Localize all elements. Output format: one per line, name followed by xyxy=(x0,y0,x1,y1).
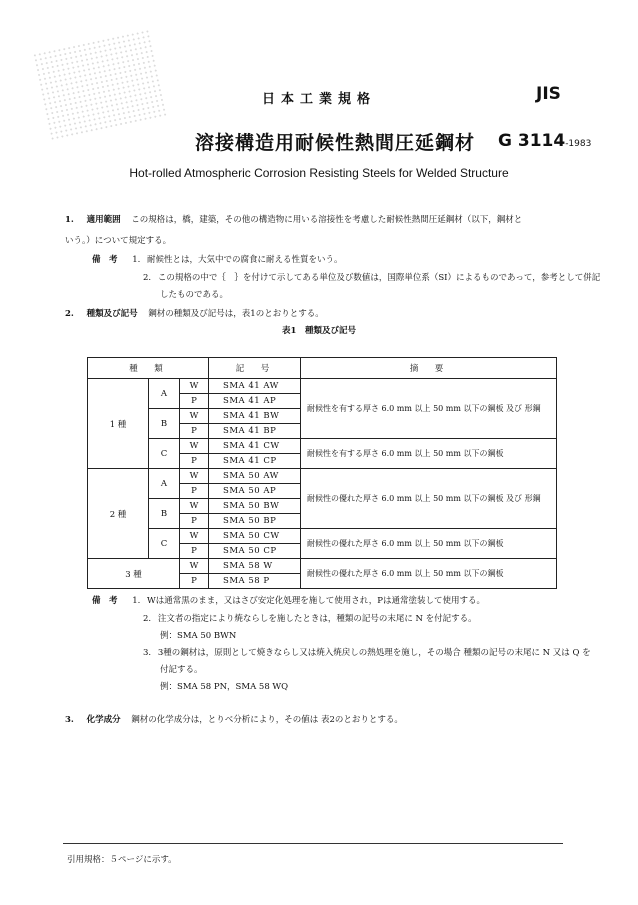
note2-number: 2. xyxy=(143,273,152,283)
finish-cell: P xyxy=(180,424,209,439)
symbol-cell: SMA 50 AP xyxy=(209,484,301,499)
table-note3-cont: 付記する。 xyxy=(160,665,203,675)
note1-number: 1. xyxy=(132,255,141,265)
symbol-cell: SMA 50 BP xyxy=(209,514,301,529)
section3-text: 鋼材の化学成分は，とりべ分析により，その値は 表2のとおりとする。 xyxy=(131,715,403,725)
finish-cell: W xyxy=(180,529,209,544)
grade-cell: 1 種 xyxy=(88,379,149,469)
symbol-cell: SMA 50 CP xyxy=(209,544,301,559)
finish-cell: W xyxy=(180,409,209,424)
finish-cell: W xyxy=(180,379,209,394)
section1-line2: いう。）について規定する。 xyxy=(65,236,172,246)
sub-letter: A xyxy=(149,469,180,499)
jis-mark: JIS xyxy=(536,84,561,104)
section2-number: 2. xyxy=(65,309,74,319)
finish-cell: P xyxy=(180,544,209,559)
section1-note1 xyxy=(92,252,343,269)
table-note3-text: 3種の鋼材は，原則として焼きならし又は焼入焼戻しの熱処理を施し，その場合 種類の記号の末尾に N 又は Q を xyxy=(157,648,591,658)
finish-cell: P xyxy=(180,514,209,529)
remark-cell: 耐候性の優れた厚さ 6.0 mm 以上 50 mm 以下の鋼板 及び 形鋼 xyxy=(301,469,557,529)
note2-text: この規格の中で｛ ｝を付けて示してある単位及び数値は，国際単位系（SI）によるものであって，参考として併記 xyxy=(157,273,601,283)
symbol-cell: SMA 50 AW xyxy=(209,469,301,484)
section3-number: 3. xyxy=(65,715,74,725)
table-note2 xyxy=(143,611,477,628)
symbol-cell: SMA 41 AW xyxy=(209,379,301,394)
grade-cell: 2 種 xyxy=(88,469,149,559)
standard-heading: 日本工業規格 xyxy=(261,92,376,107)
footer-divider xyxy=(63,843,563,844)
section2-text: 鋼材の種類及び記号は，表1のとおりとする。 xyxy=(148,309,324,319)
finish-cell: W xyxy=(180,439,209,454)
section1-note2-cont: したものである。 xyxy=(160,290,229,300)
symbol-cell: SMA 50 BW xyxy=(209,499,301,514)
remark-cell: 耐候性の優れた厚さ 6.0 mm 以上 50 mm 以下の鋼板 xyxy=(301,529,557,559)
standard-code xyxy=(498,131,591,151)
section2-line xyxy=(65,306,324,323)
table-note-label: 備 考 xyxy=(92,596,118,606)
symbol-cell: SMA 41 AP xyxy=(209,394,301,409)
section2-heading: 種類及び記号 xyxy=(86,309,138,319)
finish-cell: W xyxy=(180,559,209,574)
code-number: G 3114 xyxy=(498,131,566,151)
section1-number: 1. xyxy=(65,215,74,225)
symbol-cell: SMA 58 W xyxy=(209,559,301,574)
header-remarks: 摘 要 xyxy=(301,358,557,379)
table-note2-number: 2. xyxy=(143,614,152,624)
remark-cell: 耐候性を有する厚さ 6.0 mm 以上 50 mm 以下の鋼板 xyxy=(301,439,557,469)
grade-symbol-table xyxy=(87,357,557,589)
section1-heading: 適用範囲 xyxy=(86,215,121,225)
header-grade: 種 類 xyxy=(88,358,209,379)
grade-cell: 3 種 xyxy=(88,559,180,589)
remark-cell: 耐候性の優れた厚さ 6.0 mm 以上 50 mm 以下の鋼板 xyxy=(301,559,557,589)
finish-cell: P xyxy=(180,394,209,409)
note-label: 備 考 xyxy=(92,255,118,265)
document-title-jp: 溶接構造用耐候性熱間圧延鋼材 xyxy=(195,132,476,154)
sub-letter: C xyxy=(149,529,180,559)
table-caption: 表1 種類及び記号 xyxy=(282,326,356,336)
section1-line1 xyxy=(65,212,522,229)
footer-reference: 引用規格：５ページに示す。 xyxy=(67,855,177,865)
table-note3-example: 例：SMA 58 PN，SMA 58 WQ xyxy=(160,682,289,692)
section3-line xyxy=(65,712,403,729)
finish-cell: P xyxy=(180,454,209,469)
sub-letter: C xyxy=(149,439,180,469)
section3-heading: 化学成分 xyxy=(86,715,121,725)
section1-text: この規格は，橋，建築，その他の構造物に用いる溶接性を考慮した耐候性熱間圧延鋼材（以下，鋼材と xyxy=(131,215,523,225)
header-symbol: 記 号 xyxy=(209,358,301,379)
finish-cell: W xyxy=(180,469,209,484)
finish-cell: P xyxy=(180,484,209,499)
table-row xyxy=(88,529,557,544)
document-title-en: Hot-rolled Atmospheric Corrosion Resisting Steels for Welded Structure xyxy=(129,166,509,180)
table-row xyxy=(88,559,557,574)
table-note1-number: 1. xyxy=(132,596,141,606)
table-note1-text: Wは通常黒のまま，又はさび安定化処理を施して使用され，Pは通常塗装して使用する。 xyxy=(147,596,486,606)
symbol-cell: SMA 50 CW xyxy=(209,529,301,544)
table-row xyxy=(88,439,557,454)
sub-letter: A xyxy=(149,379,180,409)
code-year: -1983 xyxy=(565,139,592,149)
sub-letter: B xyxy=(149,409,180,439)
symbol-cell: SMA 41 BW xyxy=(209,409,301,424)
finish-cell: W xyxy=(180,499,209,514)
symbol-cell: SMA 58 P xyxy=(209,574,301,589)
section1-note2 xyxy=(143,270,600,287)
table-note2-example: 例：SMA 50 BWN xyxy=(160,631,237,641)
table-row xyxy=(88,379,557,394)
table-note3-number: 3. xyxy=(143,648,152,658)
table-row xyxy=(88,469,557,484)
finish-cell: P xyxy=(180,574,209,589)
symbol-cell: SMA 41 CW xyxy=(209,439,301,454)
table-header-row xyxy=(88,358,557,379)
sub-letter: B xyxy=(149,499,180,529)
remark-cell: 耐候性を有する厚さ 6.0 mm 以上 50 mm 以下の鋼板 及び 形鋼 xyxy=(301,379,557,439)
scan-speckle xyxy=(32,29,168,142)
table-note3 xyxy=(143,645,591,662)
symbol-cell: SMA 41 BP xyxy=(209,424,301,439)
table-note2-text: 注文者の指定により焼ならしを施したときは，種類の記号の末尾に N を付記する。 xyxy=(157,614,477,624)
symbol-cell: SMA 41 CP xyxy=(209,454,301,469)
note1-text: 耐候性とは，大気中での腐食に耐える性質をいう。 xyxy=(147,255,343,265)
table-note1 xyxy=(92,593,485,610)
